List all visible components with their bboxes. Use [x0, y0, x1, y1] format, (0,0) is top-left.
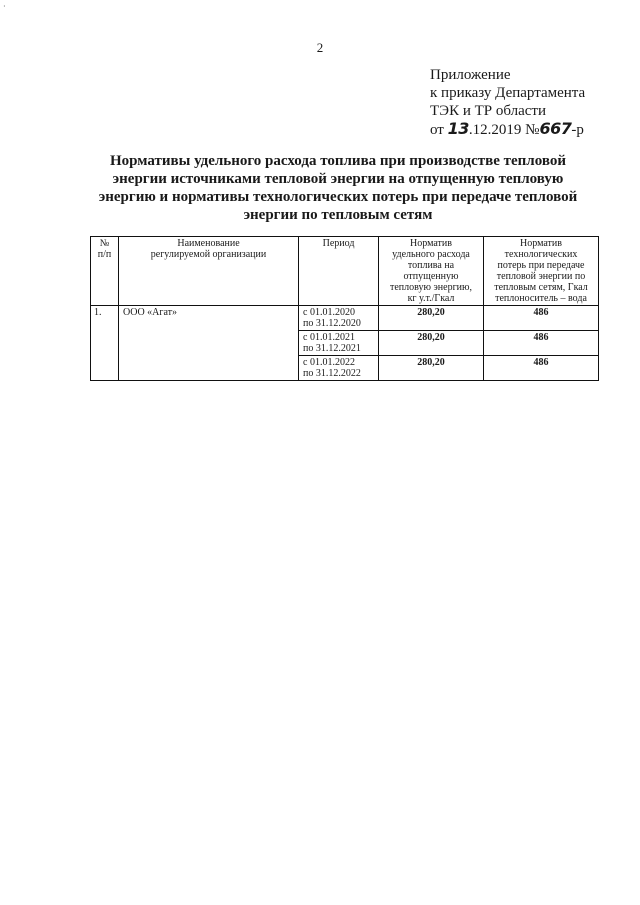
header-num: № п/п	[91, 237, 119, 306]
appendix-line: ТЭК и ТР области	[430, 103, 546, 119]
table-row	[91, 306, 599, 331]
fuel-norm-cell: 280,20	[379, 331, 484, 356]
header-fuel-norm: Норматив удельного расхода топлива на отпущенную тепловую энергию, кг у.т./Гкал	[379, 237, 484, 306]
header-organization: Наименование регулируемой организации	[119, 237, 299, 306]
table-header-row	[91, 237, 599, 306]
period-cell: с 01.01.2022 по 31.12.2022	[299, 356, 379, 381]
appendix-date-line	[430, 120, 585, 139]
document-title: Нормативы удельного расхода топлива при производстве тепловой энергии источниками тепловой энергии на отпущенную тепловую энергию и нормативы технологических потерь при передаче тепловой энергии по тепловым сетям	[98, 153, 578, 223]
handwritten-day: 13	[447, 119, 469, 138]
handwritten-order-number: 667	[539, 119, 572, 138]
loss-norm-cell: 486	[484, 306, 599, 331]
fuel-norm-cell: 280,20	[379, 306, 484, 331]
date-rest: .12.2019 №	[468, 122, 540, 138]
appendix-line: Приложение	[430, 67, 511, 83]
order-suffix: -р	[571, 122, 584, 138]
row-number: 1.	[91, 306, 119, 381]
loss-norm-cell: 486	[484, 331, 599, 356]
fuel-norm-cell: 280,20	[379, 356, 484, 381]
header-loss-norm: Норматив технологических потерь при передаче тепловой энергии по тепловым сетям, Гкал теплоноситель – вода	[484, 237, 599, 306]
corner-mark: ·	[3, 2, 6, 11]
period-cell: с 01.01.2021 по 31.12.2021	[299, 331, 379, 356]
appendix-line: к приказу Департамента	[430, 85, 586, 101]
page-number: 2	[316, 40, 324, 55]
norms-table	[90, 236, 599, 381]
date-prefix: от	[430, 122, 448, 138]
loss-norm-cell: 486	[484, 356, 599, 381]
header-period: Период	[299, 237, 379, 306]
organization-name: ООО «Агат»	[119, 306, 299, 381]
appendix-block	[430, 66, 585, 139]
period-cell: с 01.01.2020 по 31.12.2020	[299, 306, 379, 331]
